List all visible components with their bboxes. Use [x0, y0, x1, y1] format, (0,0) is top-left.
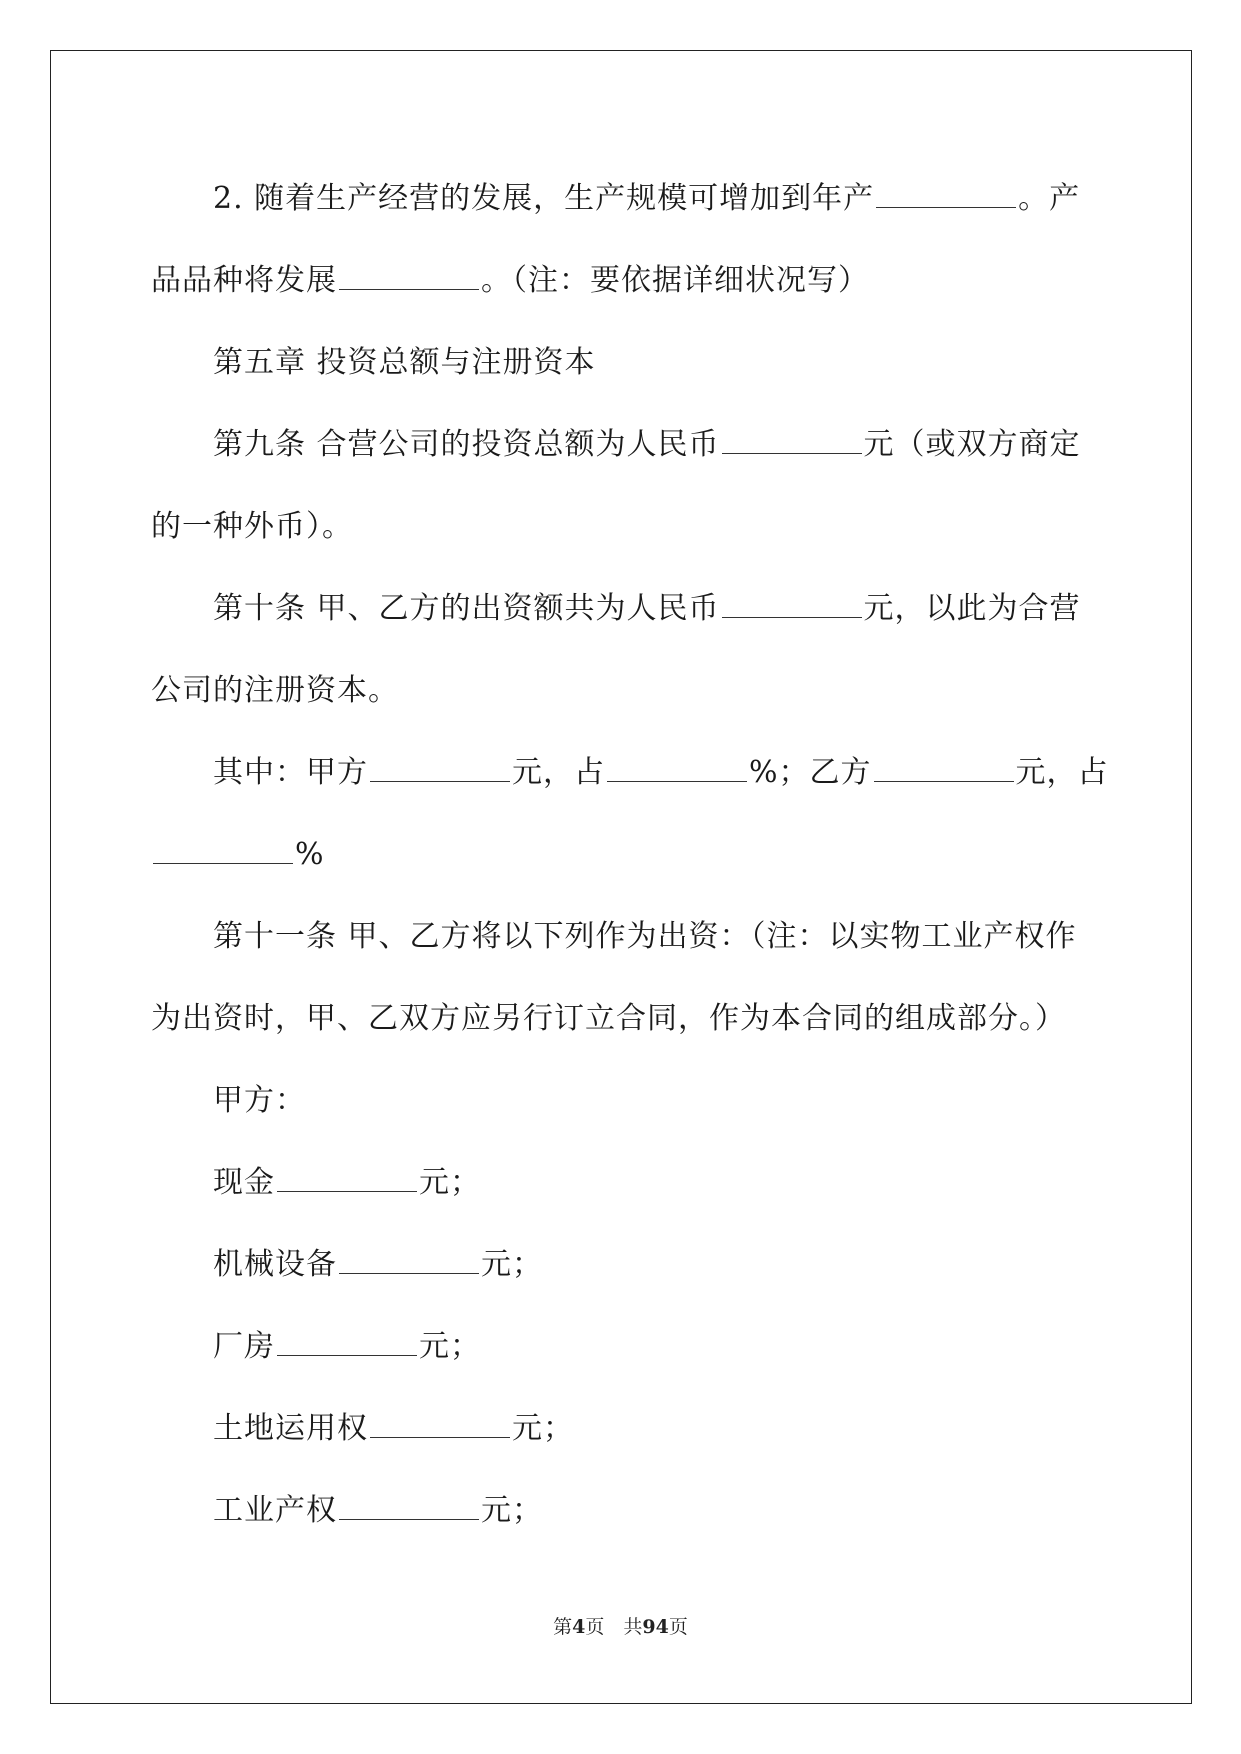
contribution-item: 工业产权 元；	[213, 1493, 543, 1528]
line: 2. 随着生产经营的发展，生产规模可增加到年产 。产	[213, 181, 1081, 216]
total-pages: 94	[642, 1616, 669, 1638]
contribution-item: 土地运用权 元；	[213, 1411, 574, 1446]
page-number: 4	[572, 1616, 586, 1638]
article-10: 第十条 甲、乙方的出资额共为人民币 元，以此为合营 公司的注册资本。	[151, 591, 1081, 708]
line: 品品种将发展 。（注：要依据详细状况写）	[151, 263, 869, 298]
fill-blank[interactable]	[874, 753, 1014, 782]
fill-blank[interactable]	[339, 1491, 479, 1520]
fill-blank[interactable]	[722, 589, 862, 618]
fill-blank[interactable]	[277, 1327, 417, 1356]
chapter-heading: 第五章 投资总额与注册资本	[213, 345, 596, 380]
fill-blank[interactable]	[607, 753, 747, 782]
article-9: 第九条 合营公司的投资总额为人民币 元（或双方商定 的一种外币）。	[151, 427, 1081, 544]
article-11: 第十一条 甲、乙方将以下列作为出资：（注：以实物工业产权作 为出资时，甲、乙双方应另行订立合同，作为本合同的组成部分。）	[151, 919, 1077, 1036]
page-footer: 第4页 共94页	[553, 1616, 688, 1638]
fill-blank[interactable]	[370, 753, 510, 782]
fill-blank[interactable]	[339, 261, 479, 290]
fill-blank[interactable]	[722, 425, 862, 454]
contribution-item: 现金 元；	[213, 1165, 481, 1200]
contribution-item: 机械设备 元；	[213, 1247, 543, 1282]
fill-blank[interactable]	[277, 1163, 417, 1192]
fill-blank[interactable]	[370, 1409, 510, 1438]
party-a-label: 甲方：	[213, 1083, 306, 1118]
paragraph-production-scale	[151, 158, 1085, 322]
fill-blank[interactable]	[876, 179, 1016, 208]
fill-blank[interactable]	[339, 1245, 479, 1274]
fill-blank[interactable]	[153, 835, 293, 864]
capital-split: 其中：甲方 元，占 %；乙方 元，占 %	[151, 732, 1085, 896]
contribution-item: 厂房 元；	[213, 1329, 481, 1364]
document-body	[151, 158, 1109, 1552]
